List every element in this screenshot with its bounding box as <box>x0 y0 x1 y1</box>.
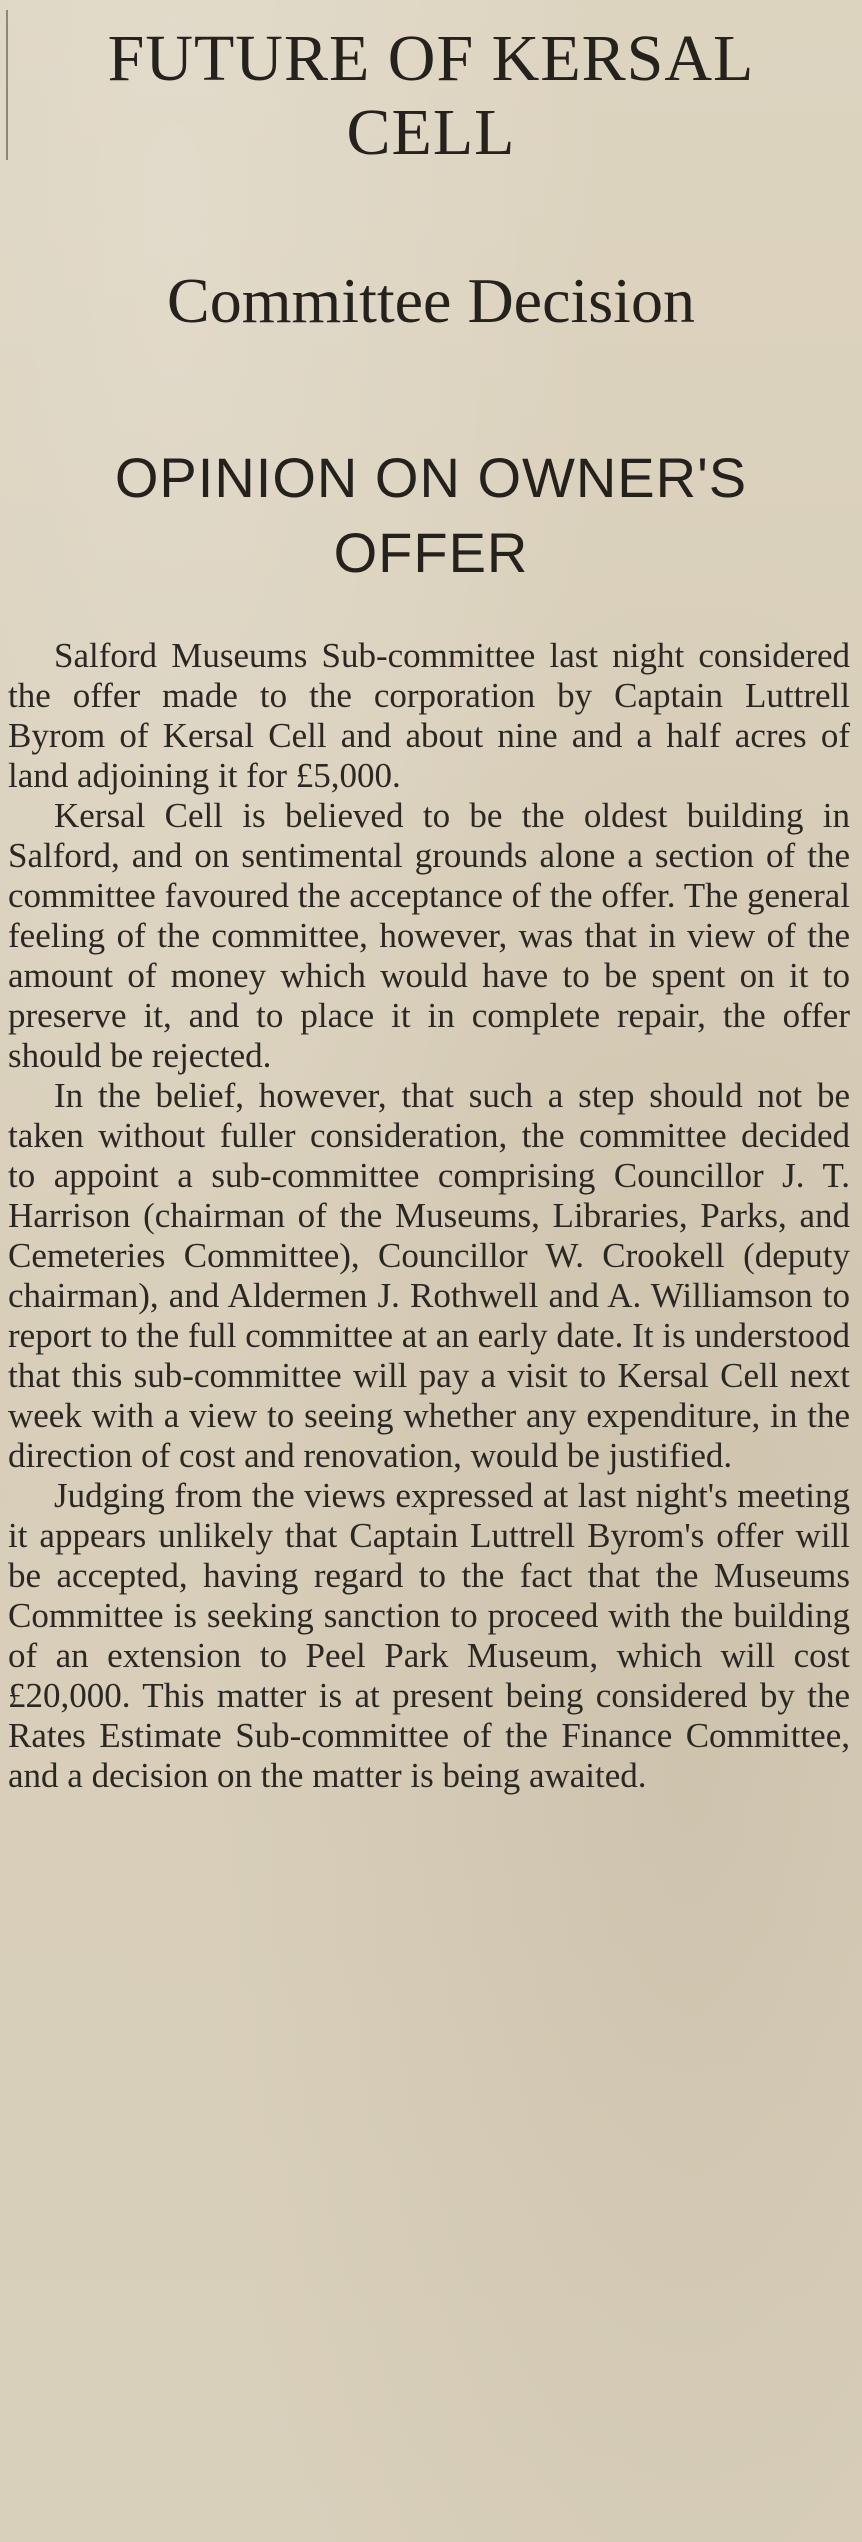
subheadline: Committee Decision <box>167 265 695 336</box>
headline <box>0 0 862 170</box>
headline-line-1: FUTURE OF KERSAL <box>107 22 755 95</box>
column-rule <box>6 10 8 160</box>
paragraph-1: Salford Museums Sub-committee last night considered the offer made to the corporation by Captain Luttrell Byrom of Kersal Cell and about nine and a half acres of land adjoining it for £5,000. <box>8 636 850 795</box>
paragraph-4: Judging from the views expressed at last night's meeting it appears unlikely that Captain Luttrell Byrom's offer will be accepted, having regard to the fact that the Museums Committee is seeking sanction to proceed with the building of an extension to Peel Park Museum, which will cost £20,000. This matter is at present being considered by the Rates Estimate Sub-committee of the Finance Committee, and a decision on the matter is being awaited. <box>8 1476 850 1795</box>
deck-line-2: OFFER <box>333 521 529 584</box>
paragraph-2: Kersal Cell is believed to be the oldest building in Salford, and on sentimental grounds alone a section of the committee favoured the acceptance of the offer. The general feeling of the committee, however, was that in view of the amount of money which would have to be spent on it to preserve it, and to place it in complete repair, the offer should be rejected. <box>8 796 850 1075</box>
headline-line-2: CELL <box>346 96 516 169</box>
article-body <box>8 636 850 1796</box>
deck-line-1: OPINION ON OWNER'S <box>114 446 748 509</box>
paragraph-3: In the belief, however, that such a step should not be taken without fuller consideration, the committee decided to appoint a sub-committee comprising Councillor J. T. Harrison (chairman of the Museums, Libraries, Parks, and Cemeteries Committee), Councillor W. Crookell (deputy chairman), and Aldermen J. Rothwell and A. Williamson to report to the full committee at an early date. It is understood that this sub-committee will pay a visit to Kersal Cell next week with a view to seeing whether any expenditure, in the direction of cost and renovation, would be justified. <box>8 1076 850 1475</box>
deck-heading <box>0 336 862 590</box>
